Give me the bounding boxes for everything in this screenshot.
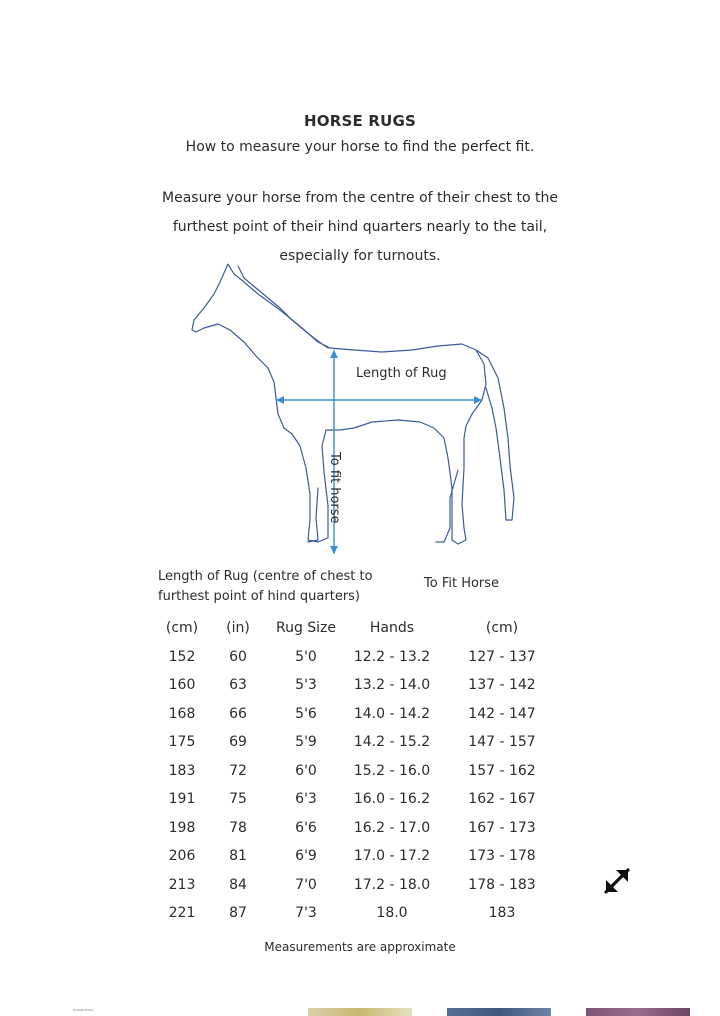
table-cell: 167 - 173 [468, 819, 536, 836]
table-cell: 16.2 - 17.0 [353, 819, 431, 836]
column-header-horse-cm: (cm) [485, 620, 519, 637]
table-cell: 7'3 [295, 905, 317, 922]
table-cell: 142 - 147 [468, 705, 536, 722]
table-cell: 6'6 [295, 819, 317, 836]
rug-length-arrow-right [474, 396, 482, 404]
table-cell: 69 [229, 734, 247, 751]
table-cell: 162 - 167 [468, 791, 536, 808]
thumbnail-product-2[interactable] [308, 1008, 412, 1016]
table-cell: 12.2 - 13.2 [353, 648, 431, 665]
table-cell: 213 [168, 876, 196, 893]
table-cell: 81 [229, 848, 247, 865]
table-cell: 6'0 [295, 762, 317, 779]
thumbnail-product-3[interactable] [447, 1008, 551, 1016]
fit-height-arrow-top [330, 350, 338, 358]
table-cell: 14.0 - 14.2 [353, 705, 431, 722]
table-cell: 137 - 142 [468, 677, 536, 694]
fit-height-arrow-bottom [330, 546, 338, 554]
table-row [158, 643, 562, 672]
table-cell: 84 [229, 876, 247, 893]
table-cell: 7'0 [295, 876, 317, 893]
table-cell: 160 [168, 677, 196, 694]
column-header-rug-size: Rug Size [275, 620, 337, 637]
table-cell: 17.0 - 17.2 [353, 848, 431, 865]
thumbnail-product-4[interactable] [586, 1008, 690, 1016]
table-row [158, 757, 562, 786]
table-cell: 14.2 - 15.2 [353, 734, 431, 751]
guide-title: HORSE RUGS [304, 112, 416, 130]
table-cell: 66 [229, 705, 247, 722]
table-cell: 63 [229, 677, 247, 694]
table-cell: 157 - 162 [468, 762, 536, 779]
size-guide-image [158, 108, 570, 968]
table-cell: 17.2 - 18.0 [353, 876, 431, 893]
thumbnail-size-guide[interactable] [48, 1008, 118, 1016]
table-cell: 5'6 [295, 705, 317, 722]
table-row [158, 671, 562, 700]
table-row [158, 842, 562, 871]
table-row [158, 728, 562, 757]
table-cell: 78 [229, 819, 247, 836]
column-header-in: (in) [226, 620, 250, 637]
table-cell: 198 [168, 819, 196, 836]
length-of-rug-label: Length of Rug [356, 366, 447, 381]
table-cell: 168 [168, 705, 196, 722]
footnote: Measurements are approximate [264, 940, 456, 954]
table-cell: 206 [168, 848, 196, 865]
table-cell: 13.2 - 14.0 [353, 677, 431, 694]
table-cell: 75 [229, 791, 247, 808]
table-cell: 152 [168, 648, 196, 665]
table-row [158, 871, 562, 900]
guide-subtitle: How to measure your horse to find the perfect fit. [185, 139, 535, 155]
table-cell: 221 [168, 905, 196, 922]
table-cell: 183 [168, 762, 196, 779]
table-cell: 173 - 178 [468, 848, 536, 865]
table-cell: 60 [229, 648, 247, 665]
table-row [158, 814, 562, 843]
table-cell: 191 [168, 791, 196, 808]
table-row [158, 785, 562, 814]
table-cell: 87 [229, 905, 247, 922]
size-table [158, 614, 562, 928]
to-fit-horse-label: To fit horse [327, 452, 342, 524]
table-cell: 147 - 157 [468, 734, 536, 751]
guide-intro: Measure your horse from the centre of their chest to the furthest point of their hind quarters nearly to the tail, especially for turnouts. [162, 190, 558, 264]
fit-horse-header: To Fit Horse [424, 576, 500, 591]
table-cell: 183 [488, 905, 516, 922]
table-cell: 6'9 [295, 848, 317, 865]
table-cell: 18.0 [376, 905, 408, 922]
table-cell: 16.0 - 16.2 [353, 791, 431, 808]
table-cell: 5'0 [295, 648, 317, 665]
table-cell: 5'3 [295, 677, 317, 694]
table-cell: 127 - 137 [468, 648, 536, 665]
horse-measurement-diagram [158, 258, 570, 558]
size-table-header-row [158, 614, 562, 643]
horse-outline [192, 264, 514, 544]
column-header-hands: Hands [369, 620, 415, 637]
thumbnail-caption: HORSE RUGS [73, 1008, 93, 1012]
table-cell: 178 - 183 [468, 876, 536, 893]
table-cell: 15.2 - 16.0 [353, 762, 431, 779]
table-row [158, 700, 562, 729]
rug-length-header: Length of Rug (centre of chest to furthest point of hind quarters) [158, 569, 373, 604]
expand-arrows-icon[interactable] [598, 862, 636, 900]
table-row [158, 899, 562, 928]
table-cell: 5'9 [295, 734, 317, 751]
column-header-cm: (cm) [165, 620, 199, 637]
table-cell: 72 [229, 762, 247, 779]
table-cell: 6'3 [295, 791, 317, 808]
table-cell: 175 [168, 734, 196, 751]
